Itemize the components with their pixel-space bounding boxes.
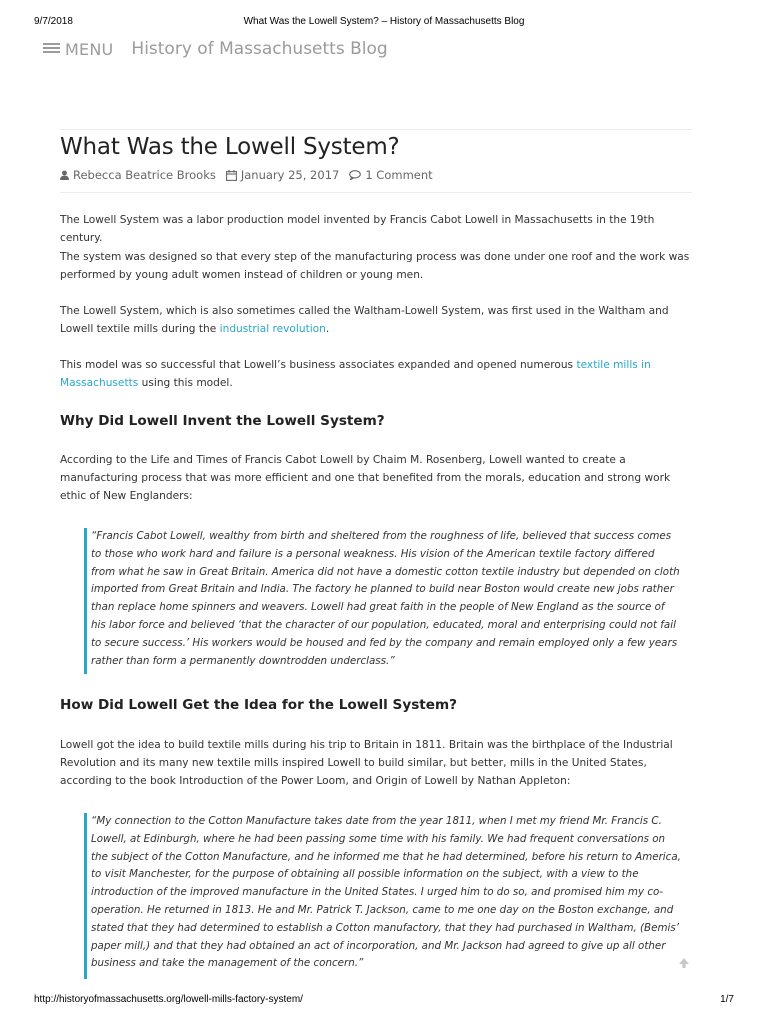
hamburger-icon xyxy=(43,43,60,55)
comments-link[interactable] xyxy=(349,168,432,182)
author-link[interactable] xyxy=(60,168,216,182)
blockquote-text: “Francis Cabot Lowell, wealthy from birth and sheltered from the roughness of life, believed that success comes to those who work hard and failure is a personal weakness. His vision of the American textile factory differed from what he saw in Great Britain. America did not have a domestic cotton textile industry but depended on cloth imported from Great Britain and India. The factory he planned to build near Boston would create new jobs rather than replace home spinners and weavers. Lowell had great faith in the people of New England as the source of his labor force and believed ‘that the character of our population, educated, moral and enterprising could not fail to secure success.’ His workers would be housed and fed by the company and remain employed only a few years rather than form a permanently downtrodden underclass.” xyxy=(91,530,680,667)
menu-label: MENU xyxy=(65,39,114,59)
author-name: Rebecca Beatrice Brooks xyxy=(73,168,216,182)
back-to-top-button[interactable] xyxy=(678,954,690,973)
paragraph-text: According to the Life and Times of Francis Cabot Lowell by Chaim M. Rosenberg, Lowell wanted to create a manufacturing process that was more efficient and one that benefited from the morals, education and strong work ethic of New Englanders: xyxy=(60,454,671,502)
post-header xyxy=(60,130,692,183)
paragraph-text: The system was designed so that every step of the manufacturing process was done under one roof and the work was performed by young adult women instead of children or young men. xyxy=(60,251,690,281)
comments-count: 1 Comment xyxy=(365,168,433,182)
paragraph-text-segment: . xyxy=(325,323,330,335)
paragraph xyxy=(60,356,690,392)
paragraph xyxy=(60,302,690,338)
paragraph-text: The Lowell System was a labor production model invented by Francis Cabot Lowell in Massachusetts in the 19th century. xyxy=(60,214,655,244)
user-icon xyxy=(60,170,69,180)
print-url: http://historyofmassachusetts.org/lowell-mills-factory-system/ xyxy=(34,994,303,1005)
print-page-number: 1/7 xyxy=(720,994,734,1005)
calendar-icon xyxy=(226,170,237,181)
paragraph-text xyxy=(60,302,690,338)
blockquote xyxy=(84,528,681,674)
paragraph xyxy=(60,248,690,284)
menu-button[interactable] xyxy=(43,40,113,59)
paragraph-text-segment: The Lowell System, which is also sometimes called the Waltham-Lowell System, was first used in the Waltham and Lowell textile mills during the xyxy=(60,305,669,335)
arrow-up-icon xyxy=(678,957,690,969)
paragraph xyxy=(60,451,690,505)
blockquote xyxy=(84,813,681,979)
paragraph xyxy=(60,736,690,790)
paragraph-text xyxy=(60,356,690,392)
post-meta xyxy=(60,167,692,183)
print-page-title: What Was the Lowell System? – History of Massachusetts Blog xyxy=(243,16,525,27)
blockquote-text: “My connection to the Cotton Manufacture takes date from the year 1811, when I met my friend Mr. Francis C. Lowell, at Edinburgh, where he had been passing some time with his family. We had frequent conversations on the subject of the Cotton Manufacture, and he informed me that he had determined, before his return to America, to visit Manchester, for the purpose of obtaining all possible information on the subject, with a view to the introduction of the improved manufacture in the United States. I urged him to do so, and promised him my co-operation. He returned in 1813. He and Mr. Patrick T. Jackson, came to me one day on the Boston exchange, and stated that they had determined to establish a Cotton manufactory, that they had purchased in Waltham, (Bemis’ paper mill,) and that they had obtained an act of incorporation, and Mr. Jackson had agreed to give up all other business and take the management of the concern.” xyxy=(91,815,681,970)
paragraph-text: Lowell got the idea to build textile mills during his trip to Britain in 1811. Britain was the birthplace of the Industrial Revolution and its many new textile mills inspired Lowell to build similar, but better, mills in the United States, according to the book Introduction of the Power Loom, and Origin of Lowell by Nathan Appleton: xyxy=(60,739,673,787)
meta-divider xyxy=(60,192,692,193)
post-date-text: January 25, 2017 xyxy=(240,168,340,182)
industrial-revolution-link[interactable]: industrial revolution xyxy=(219,323,326,335)
paragraph-text-segment: This model was so successful that Lowell’s business associates expanded and opened numerous xyxy=(60,359,577,371)
blog-title-link[interactable]: History of Massachusetts Blog xyxy=(131,39,388,59)
print-date: 9/7/2018 xyxy=(34,16,73,27)
textile-mills-link[interactable]: textile mills in Massachusetts xyxy=(60,359,651,389)
section-heading: How Did Lowell Get the Idea for the Lowell System? xyxy=(60,697,458,713)
post-date xyxy=(226,168,339,182)
section-heading: Why Did Lowell Invent the Lowell System? xyxy=(60,413,385,429)
paragraph-text-segment: using this model. xyxy=(138,377,233,389)
post-title: What Was the Lowell System? xyxy=(60,134,400,160)
paragraph xyxy=(60,211,690,247)
top-navigation xyxy=(43,37,388,61)
comment-icon xyxy=(349,170,361,180)
